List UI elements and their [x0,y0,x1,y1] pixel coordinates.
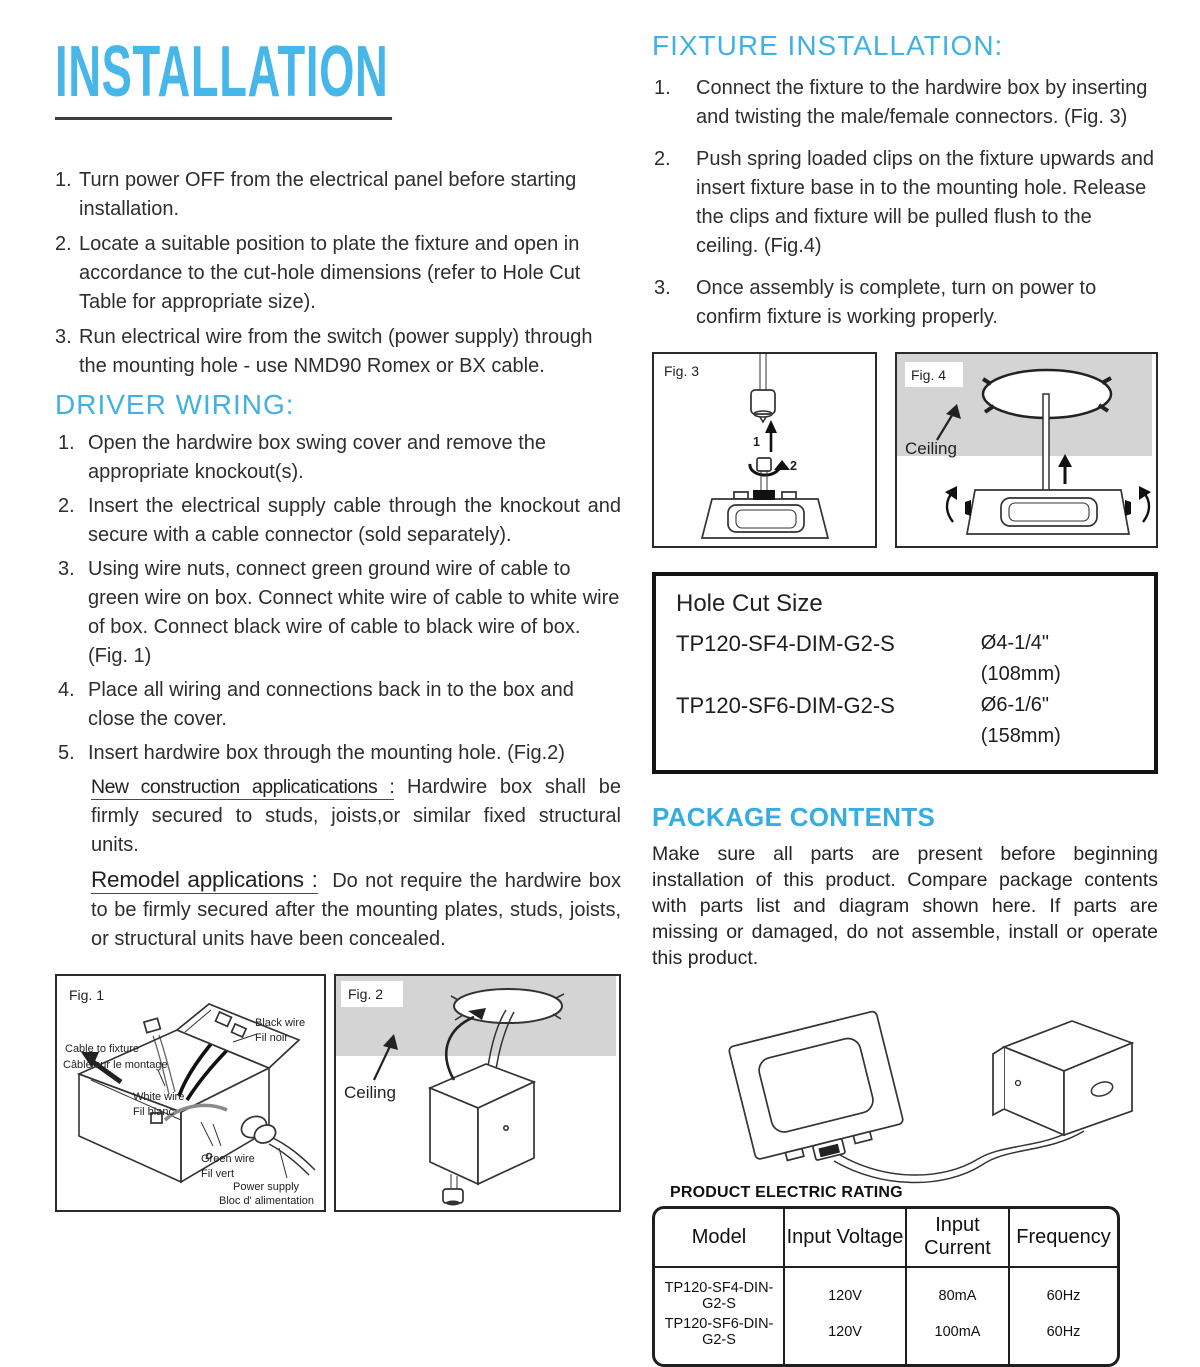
new-construction-label: New construction applicatications : [91,776,395,798]
col-header-input-current: Input Current [907,1209,1010,1268]
figure-2-drawing [336,976,616,1206]
list-number: 2. [58,495,75,517]
step5-subnotes [91,773,621,954]
list-text: Connect the fixture to the hardwire box by inserting and twisting the male/female connectors. (Fig. 3) [696,77,1148,128]
list-item [55,676,621,734]
electric-rating-table [652,1206,1120,1367]
figure-row-1-2 [55,974,621,1212]
cut-size: Ø6-1/6" (158mm) [980,694,1061,747]
installation-steps [55,166,621,381]
cell-voltage: 120V [785,1268,907,1314]
list-text: Turn power OFF from the electrical panel before starting installation. [79,169,577,220]
table-header-row [655,1209,1117,1268]
right-column [652,30,1158,1367]
col-header-input-voltage: Input Voltage [785,1209,907,1268]
list-item [55,555,621,671]
package-contents-text: Make sure all parts are present before beginning installation of this product. Compare package contents with parts list and diagram shown here. If parts are missing or damaged, do not assemble, install or operate this product. [652,843,1158,969]
figure-1-drawing [57,976,321,1206]
figure-4-drawing [897,354,1152,542]
fixture-installation-steps [652,74,1158,332]
list-text: Once assembly is complete, turn on power to confirm fixture is working properly. [696,277,1097,328]
figure-4-label: Fig. 4 [911,367,947,383]
list-text: Insert hardwire box through the mounting hole. (Fig.2) [88,742,565,764]
remodel-label: Remodel applications : [91,867,318,892]
list-number: 2. [654,148,671,170]
list-item [55,166,621,224]
step-2-number: 2 [790,459,797,473]
hole-cut-title: Hole Cut Size [676,590,823,617]
figure-1-hardwire-box-wiring [55,974,326,1212]
figure-2-box-through-hole [334,974,621,1212]
remodel-text: Do not require the hardwire box to be firmly secured after the mounting plates, studs, joists, or structural units have been concealed. [91,870,621,950]
list-number: 2. [55,233,72,255]
white-wire-label-fr: Fil blanc [133,1106,174,1118]
ceiling-label: Ceiling [344,1083,397,1102]
list-text: Using wire nuts, connect green ground wire of cable to green wire on box. Connect white wire of cable to white wire of box. Connect black wire of cable to black wire of box. (Fig. 1) [88,558,620,667]
col-header-model: Model [655,1209,785,1268]
list-item [652,145,1158,261]
cell-frequency: 60Hz [1046,1324,1081,1340]
package-contents-heading: PACKAGE CONTENTS [652,802,936,832]
cell-model: TP120-SF4-DIN-G2-S [655,1268,785,1314]
list-number: 4. [58,679,75,701]
figure-row-3-4 [652,352,1158,548]
list-number: 5. [58,742,75,764]
power-supply-label: Power supply [233,1181,300,1193]
figure-3-drawing [654,354,871,542]
figure-1-label: Fig. 1 [69,987,105,1003]
fixture-panel-drawing [728,1011,907,1175]
hole-cut-row [676,628,1132,690]
hole-cut-row [676,690,1132,752]
cut-size: Ø4-1/4" (108mm) [980,632,1061,685]
cable-to-fixture-label: Cable to fixture [65,1043,139,1055]
list-number: 1. [55,169,72,191]
table-row [655,1314,1117,1364]
list-item [55,230,621,317]
list-item [55,739,621,768]
list-number: 1. [58,432,75,454]
model-name: TP120-SF4-DIM-G2-S [676,631,895,656]
hole-cut-size-box [652,572,1158,774]
list-item [55,323,621,381]
list-item [55,492,621,550]
black-wire-label-fr: Fil noir [255,1032,289,1044]
list-text: Place all wiring and connections back in to the box and close the cover. [88,679,574,730]
page-title: INSTALLATION [55,36,392,120]
list-number: 3. [58,558,75,580]
new-construction-text: Hardwire box shall be firmly secured to studs, joists,or similar fixed structural units. [91,776,621,856]
power-supply-label-fr: Bloc d' alimentation [219,1195,315,1207]
green-wire-label-fr: Fil vert [201,1168,234,1180]
cell-model: TP120-SF6-DIN-G2-S [655,1314,785,1364]
package-contents-diagram [652,985,1158,1177]
list-number: 3. [654,277,671,299]
junction-box-drawing [993,1021,1132,1135]
list-text: Open the hardwire box swing cover and remove the appropriate knockout(s). [88,432,547,483]
list-item [652,274,1158,332]
cell-voltage: 120V [785,1314,907,1364]
list-number: 3. [55,326,72,348]
white-wire-label: White wire [133,1091,185,1103]
list-item [55,429,621,487]
new-construction-note [91,773,621,860]
black-wire-label: Black wire [255,1017,306,1029]
driver-wiring-steps [55,429,621,768]
col-header-frequency: Frequency [1010,1209,1117,1268]
green-wire-label: Green wire [201,1153,255,1165]
list-text: Run electrical wire from the switch (power supply) through the mounting hole - use NMD90 Romex or BX cable. [79,326,593,377]
figure-3-label: Fig. 3 [664,363,700,379]
cell-frequency: 60Hz [1046,1288,1081,1304]
list-number: 1. [654,77,671,99]
list-text: Insert the electrical supply cable through the knockout and secure with a cable connector (sold separately). [88,495,621,546]
figure-4-flush-to-ceiling [895,352,1158,548]
ceiling-label: Ceiling [905,439,957,458]
electric-rating-title: PRODUCT ELECTRIC RATING [670,1184,903,1201]
cell-current: 80mA [907,1268,1010,1314]
list-text: Locate a suitable position to plate the fixture and open in accordance to the cut-hole dimensions (refer to Hole Cut Table for appropriate size). [79,233,581,313]
driver-wiring-heading: DRIVER WIRING: [55,389,295,420]
left-column [55,32,621,1212]
table-row [655,1268,1117,1314]
list-text: Push spring loaded clips on the fixture upwards and insert fixture base in to the mounting hole. Release the clips and fixture will be pulled flush to the ceiling. (Fig.4) [696,148,1155,257]
remodel-note [91,865,621,954]
fixture-installation-heading: FIXTURE INSTALLATION: [652,30,1004,61]
cable-to-fixture-label-fr: Câble sur le montage [63,1059,168,1071]
cell-current: 100mA [907,1314,1010,1364]
list-item [652,74,1158,132]
model-name: TP120-SF6-DIM-G2-S [676,693,895,718]
figure-2-label: Fig. 2 [348,986,384,1002]
step-1-number: 1 [753,435,760,449]
figure-3-connector-twist [652,352,877,548]
